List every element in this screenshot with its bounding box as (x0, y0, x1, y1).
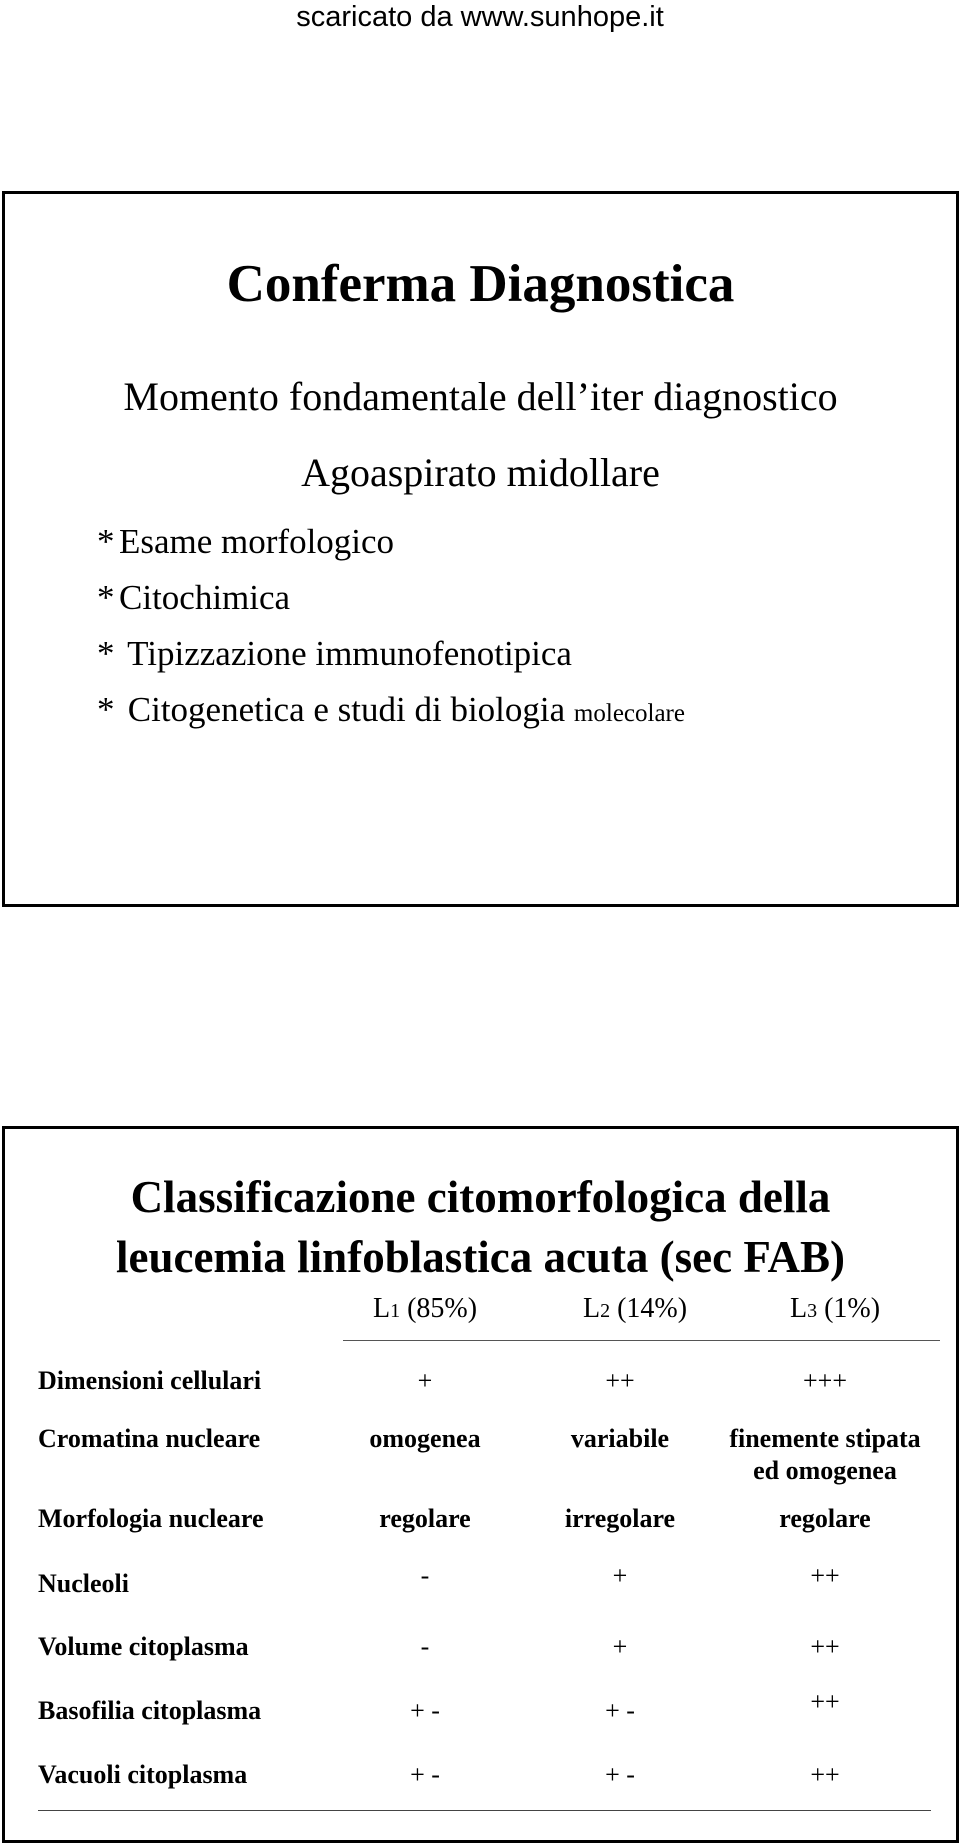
cell-l3: ++ (810, 1561, 840, 1590)
cell-l3: ++ (810, 1632, 840, 1661)
cell-l2: + - (605, 1696, 635, 1725)
column-header-main: L (789, 1293, 808, 1324)
column-header-sub: 1 (390, 1300, 401, 1322)
cell-l3: ++ (810, 1760, 840, 1789)
asterisk-bullet: * (97, 578, 115, 617)
cell-l2: + (612, 1561, 628, 1590)
cell-l1: + - (410, 1760, 440, 1789)
list-item-text: Tipizzazione immunofenotipica (119, 634, 572, 673)
title-line-1: Classificazione citomorfologica della (130, 1172, 831, 1222)
asterisk-bullet: * (97, 690, 115, 729)
cell-l2: + - (605, 1760, 635, 1789)
bottom-rule (38, 1810, 931, 1811)
exam-list (97, 522, 685, 746)
list-item (97, 522, 685, 578)
cell-l2: + (612, 1632, 628, 1661)
header-rule (343, 1340, 940, 1341)
list-item-small-text: molecolare (573, 700, 685, 727)
slide-subtitle-2: Agoaspirato midollare (301, 450, 660, 495)
cell-l1: omogenea (369, 1424, 481, 1453)
column-header-main: L (372, 1293, 391, 1324)
row-label: Dimensioni cellulari (38, 1366, 262, 1395)
row-label: Cromatina nucleare (38, 1424, 261, 1453)
cell-l2: irregolare (564, 1504, 676, 1533)
cell-l3: +++ (803, 1366, 847, 1395)
watermark-text: scaricato da www.sunhope.it (296, 1, 664, 33)
slide-subtitle: Momento fondamentale dell’iter diagnostico (123, 374, 838, 419)
list-item (97, 634, 685, 690)
slide-diagnostic-confirmation (2, 191, 959, 907)
cell-l2: ++ (605, 1366, 635, 1395)
slide-title: Conferma Diagnostica (226, 255, 735, 313)
slide-fab-classification (2, 1126, 959, 1843)
row-label: Vacuoli citoplasma (38, 1760, 248, 1789)
column-header-pct: (14%) (610, 1293, 688, 1324)
cell-l1: - (420, 1632, 430, 1661)
list-item-text: Citogenetica e studi di biologia (119, 690, 574, 729)
list-item-text: Citochimica (119, 578, 291, 617)
row-label: Basofilia citoplasma (38, 1696, 262, 1725)
cell-l1: + (417, 1366, 433, 1395)
cell-l3: finemente stipata (729, 1424, 921, 1453)
column-header-l2 (555, 1292, 715, 1328)
row-label: Volume citoplasma (38, 1632, 249, 1661)
asterisk-bullet: * (97, 634, 115, 673)
asterisk-bullet: * (97, 522, 115, 561)
list-item (97, 578, 685, 634)
list-item (97, 690, 685, 746)
column-header-sub: 2 (600, 1300, 611, 1322)
cell-l1: regolare (379, 1504, 471, 1533)
title-line-2: leucemia linfoblastica acuta (sec FAB) (115, 1232, 846, 1282)
column-header-l3 (755, 1292, 915, 1328)
list-item-text: Esame morfologico (119, 522, 395, 561)
column-header-sub: 3 (807, 1300, 818, 1322)
row-label: Nucleoli (38, 1569, 129, 1598)
column-header-main: L (582, 1293, 601, 1324)
cell-l3: regolare (779, 1504, 871, 1533)
column-header-pct: (85%) (400, 1293, 478, 1324)
column-header-pct: (1%) (817, 1293, 881, 1324)
cell-l3: ++ (810, 1687, 840, 1716)
cell-l1: + - (410, 1696, 440, 1725)
row-label: Morfologia nucleare (38, 1504, 264, 1533)
column-header-l1 (345, 1292, 505, 1328)
cell-l2: variabile (570, 1424, 670, 1453)
slide-title (5, 1167, 956, 1287)
cell-l3-line-2: ed omogenea (753, 1456, 897, 1485)
cell-l1: - (420, 1561, 430, 1590)
